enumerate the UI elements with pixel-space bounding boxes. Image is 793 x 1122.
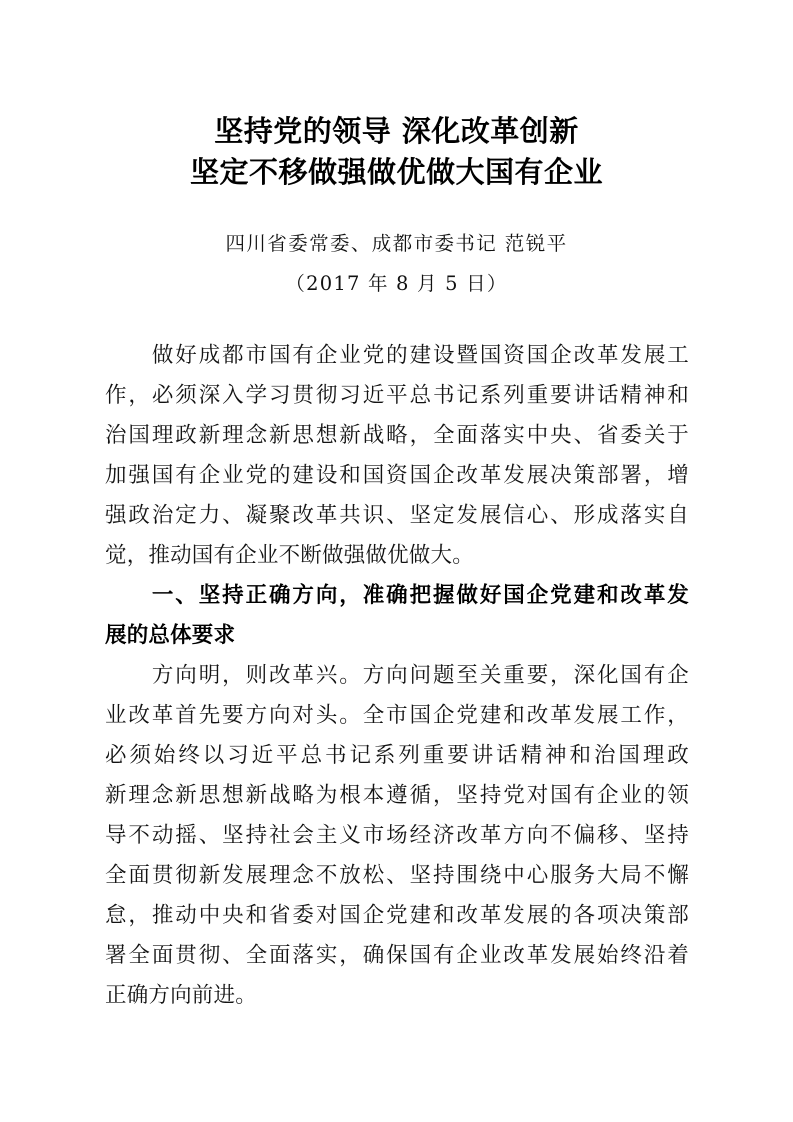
- text-line: 作，必须深入学习贯彻习近平总书记系列重要讲话精神和: [105, 383, 689, 408]
- text-line: 做好成都市国有企业党的建设暨国资国企改革发展工: [105, 343, 689, 368]
- text-line: 新理念新思想新战略为根本遵循，坚持党对国有企业的领: [105, 783, 689, 808]
- document-title-line-2: 坚定不移做强做优做大国有企业: [189, 155, 603, 190]
- text-line: 业改革首先要方向对头。全市国企党建和改革发展工作，: [105, 703, 689, 728]
- text-line: 导不动摇、坚持社会主义市场经济改革方向不偏移、坚持: [105, 823, 689, 848]
- text-line: 一、坚持正确方向，准确把握做好国企党建和改革发: [105, 583, 689, 608]
- document-dateline: （2017 年 8 月 5 日）: [285, 272, 508, 295]
- text-line: 怠，推动中央和省委对国企党建和改革发展的各项决策部: [105, 903, 689, 928]
- document-title-line-1: 坚持党的领导 深化改革创新: [214, 114, 579, 149]
- text-line: 署全面贯彻、全面落实，确保国有企业改革发展始终沿着: [105, 943, 689, 968]
- text-line: 加强国有企业党的建设和国资国企改革发展决策部署，增: [105, 463, 689, 488]
- text-line: 方向明，则改革兴。方向问题至关重要，深化国有企: [105, 663, 689, 688]
- text-line: 必须始终以习近平总书记系列重要讲话精神和治国理政: [105, 743, 689, 768]
- text-line: 觉，推动国有企业不断做强做优做大。: [105, 543, 474, 568]
- author-byline: 四川省委常委、成都市委书记 范锐平: [225, 232, 568, 255]
- text-line: 正确方向前进。: [105, 983, 257, 1008]
- text-line: 展的总体要求: [105, 623, 236, 648]
- section-heading-1: [105, 576, 689, 656]
- body-paragraph-1: [105, 336, 689, 576]
- text-line: 治国理政新理念新思想新战略，全面落实中央、省委关于: [105, 423, 689, 448]
- document-title: [0, 111, 793, 193]
- text-line: 全面贯彻新发展理念不放松、坚持围绕中心服务大局不懈: [105, 863, 689, 888]
- body-paragraph-2: [105, 656, 689, 1016]
- text-line: 强政治定力、凝聚改革共识、坚定发展信心、形成落实自: [105, 503, 689, 528]
- document-body: [105, 336, 689, 1016]
